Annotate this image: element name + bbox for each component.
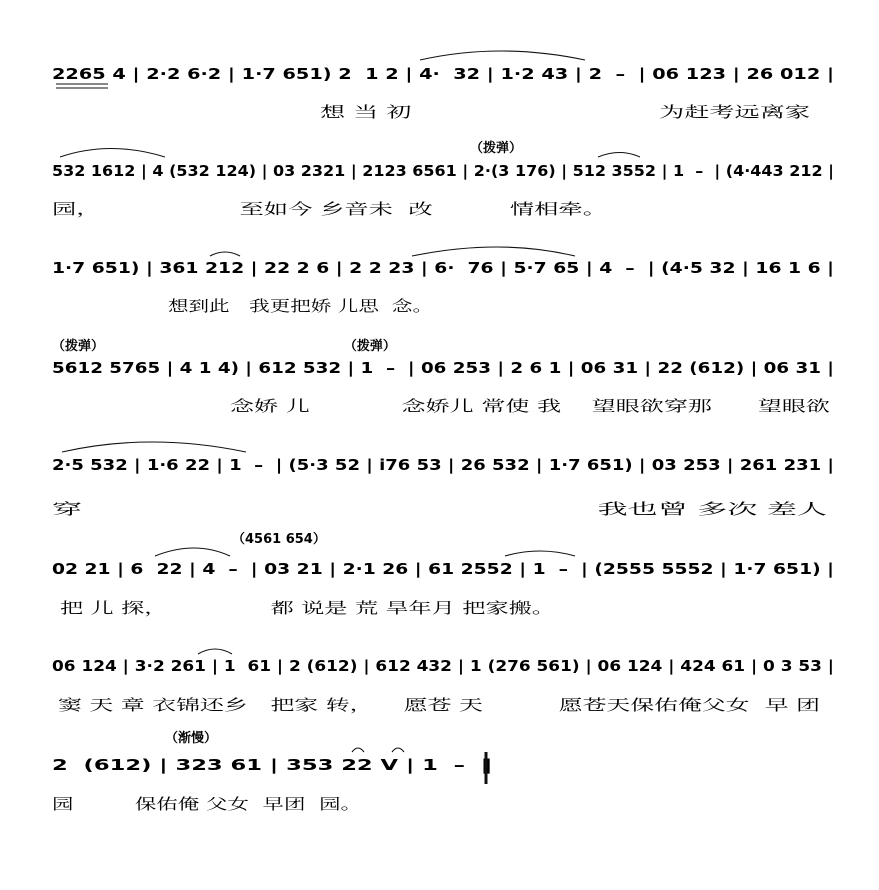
- lyrics-line-1: 想 当 初 为赶考远离家: [320, 103, 810, 121]
- score-line-3: [52, 247, 834, 315]
- notation-line-4: 5612 5765 | 4 1 4) | 612 532 | 1 – | 06 253 | 2 6 1 | 06 31 | 22 (612) | 06 31 |: [52, 359, 694, 377]
- lyrics-line-3: 想到此 我更把娇 儿思 念。: [168, 297, 433, 315]
- slur: [420, 51, 585, 60]
- lyrics-line-4: 念娇 儿 念娇儿 常使 我 望眼欲穿那 望眼欲: [230, 397, 830, 415]
- notation-line-8: 2 (612) | 323 61 | 353 22 V | 1 – ‖: [52, 756, 344, 774]
- notation-line-7: 06 124 | 3·2 261 | 1 61 | 2 (612) | 612 432 | 1 (276 561) | 06 124 | 424 61 | 0 3 53 |: [52, 657, 746, 675]
- bracketed-notes-annotation: （4561 654）: [232, 532, 326, 547]
- notation-line-1: 2265 4 | 2·2 6·2 | 1·7 651) 2 1 2 | 4· 32 | 1·2 43 | 2 – | 06 123 | 26 012 |: [52, 65, 661, 83]
- slur: [505, 551, 575, 556]
- slur: [155, 548, 230, 556]
- pizzicato-annotation-1: （拨弹）: [470, 141, 523, 156]
- lyrics-line-8: 园 保佑俺 父女 早团 园。: [52, 795, 362, 813]
- notation-line-3: 1·7 651) | 361 212 | 22 2 6 | 2 2 23 | 6· 76 | 5·7 65 | 4 – | (4·5 32 | 16 1 6 |: [52, 259, 678, 277]
- lyrics-line-6: 把 儿 探， 都 说是 荒 旱年月 把家搬。: [60, 599, 555, 617]
- score-line-8: [52, 730, 492, 813]
- notation-line-6: 02 21 | 6 22 | 4 – | 03 21 | 2·1 26 | 61 2552 | 1 – | (2555 5552 | 1·7 651) |: [52, 560, 680, 578]
- fermata: [392, 748, 404, 752]
- lyrics-line-5: 穿 我也曾 多次 差人: [52, 500, 827, 518]
- slur: [60, 149, 165, 158]
- tempo-annotation: （渐慢）: [165, 731, 218, 746]
- lyrics-line-7: 窦 天 章 衣锦还乡 把家 转， 愿苍 天 愿苍天保佑俺父女 早 团: [58, 696, 820, 714]
- slur: [62, 442, 246, 452]
- notation-line-2: 532 1612 | 4 (532 124) | 03 2321 | 2123 6561 | 2·(3 176) | 512 3552 | 1 – | (4·443 212 |: [52, 162, 786, 180]
- slur: [198, 649, 232, 654]
- slur: [598, 153, 640, 158]
- score-line-2: [52, 140, 834, 218]
- score-line-7: [52, 649, 834, 714]
- slur: [412, 247, 575, 256]
- slur: [210, 252, 240, 256]
- lyrics-line-2: 园， 至如今 乡音未 改 情相牵。: [52, 200, 607, 218]
- score-line-4: [52, 338, 834, 415]
- score-line-6: [52, 531, 834, 617]
- score-line-1: [52, 51, 834, 121]
- score-line-5: [52, 442, 834, 518]
- notation-line-5: 2·5 532 | 1·6 22 | 1 – | (5·3 52 | i76 53 | 26 532 | 1·7 651) | 03 253 | 261 231 |: [52, 456, 704, 474]
- fermata: [352, 748, 364, 752]
- pizzicato-annotation-2: （拨弹） （拨弹）: [52, 339, 396, 354]
